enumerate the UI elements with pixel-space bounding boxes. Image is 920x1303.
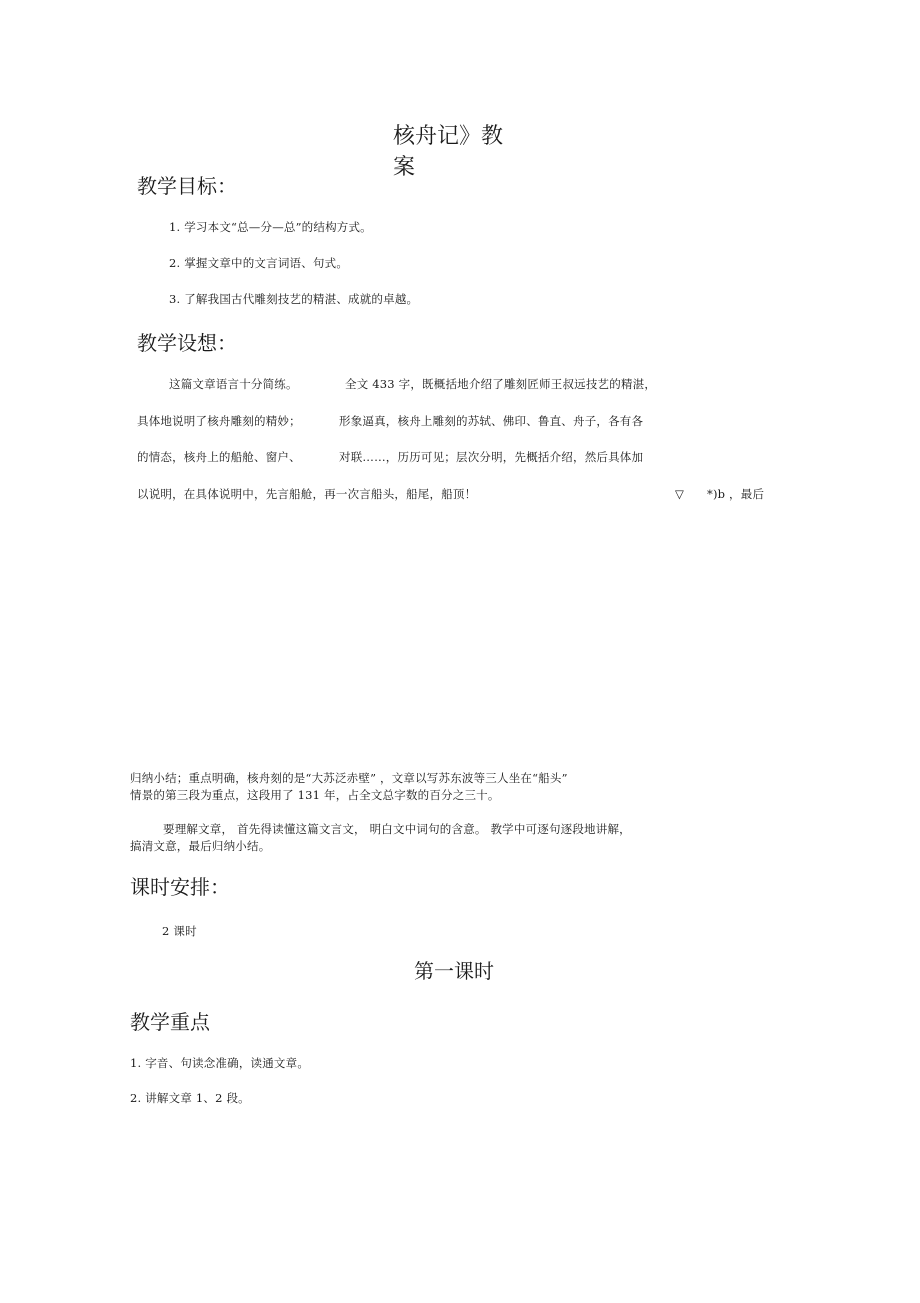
schedule-heading: 课时安排： (130, 875, 230, 899)
design-row3-b: 对联……，历历可见；层次分明，先概括介绍，然后具体加 (339, 450, 644, 464)
goal-item-3: 3. 了解我国古代雕刻技艺的精湛、成就的卓越。 (169, 292, 419, 306)
design-heading: 教学设想： (137, 331, 237, 355)
design-row3-a: 的情态，核舟上的船舱、窗户、 (137, 450, 301, 464)
design-para2-line2: 搞清文意，最后归纳小结。 (130, 839, 271, 853)
goal-item-1: 1. 学习本文“总—分—总”的结构方式。 (169, 220, 372, 234)
triangle-mark: ▽ (675, 487, 685, 501)
design-cont-line2: 情景的第三段为重点，这段用了 131 年，占全文总字数的百分之三十。 (130, 788, 500, 802)
design-para2-line1: 要理解文章， 首先得读懂这篇文言文， 明白文中词句的含意。 教学中可逐句逐段地讲解， (163, 822, 631, 836)
design-row2-a: 具体地说明了核舟雕刻的精妙； (137, 414, 301, 428)
design-row4-c: *)b ，最后 (707, 487, 765, 501)
doc-title-line1: 核舟记》教 (393, 124, 504, 149)
goal-item-2: 2. 掌握文章中的文言词语、句式。 (169, 256, 349, 270)
focus-heading: 教学重点 (130, 1010, 210, 1034)
design-row4-a: 以说明，在具体说明中，先言船舱，再一次言船头，船尾，船顶！ (137, 487, 477, 501)
design-row1-a: 这篇文章语言十分简练。 (169, 377, 298, 391)
doc-title-line2: 案 (393, 155, 416, 180)
design-cont-line1: 归纳小结；重点明确，核舟刻的是“大苏泛赤壁” ，文章以写苏东波等三人坐在“船头” (130, 771, 568, 785)
design-row1-b: 全文 433 字，既概括地介绍了雕刻匠师王叔远技艺的精湛， (345, 377, 657, 391)
focus-item-2: 2. 讲解文章 1、2 段。 (130, 1091, 250, 1105)
focus-item-1: 1. 字音、句读念准确，读通文章。 (130, 1056, 310, 1070)
lesson1-heading: 第一课时 (414, 959, 494, 983)
design-row2-b: 形象逼真，核舟上雕刻的苏轼、佛印、鲁直、舟子，各有各 (339, 414, 644, 428)
goals-heading: 教学目标： (137, 174, 237, 198)
schedule-value: 2 课时 (162, 924, 197, 938)
